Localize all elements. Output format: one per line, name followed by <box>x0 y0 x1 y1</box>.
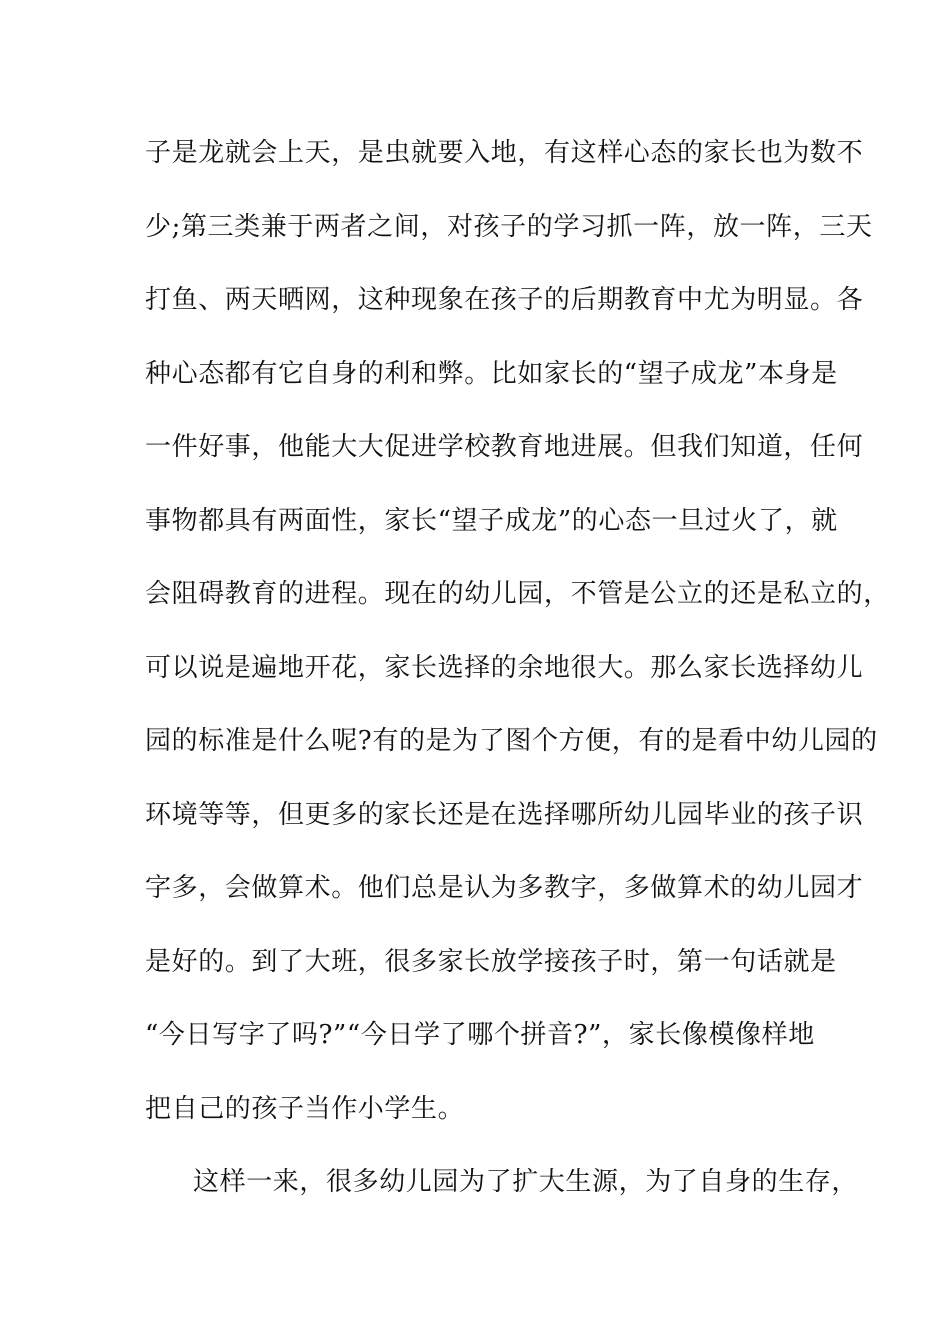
text-line: 打鱼、两天晒网，这种现象在孩子的后期教育中尤为明显。各 <box>145 285 864 315</box>
text-line: 会阻碍教育的进程。现在的幼儿园，不管是公立的还是私立的， <box>145 579 890 609</box>
text-line: 园的标准是什么呢?有的是为了图个方便，有的是看中幼儿园的 <box>145 726 878 756</box>
text-line: “今日写字了吗?”“今日学了哪个拼音?”，家长像模像样地 <box>145 1020 815 1050</box>
text-line: 把自己的孩子当作小学生。 <box>145 1093 465 1124</box>
text-line: 是好的。到了大班，很多家长放学接孩子时，第一句话就是 <box>145 946 837 977</box>
body-text <box>145 128 890 1231</box>
text-line: 可以说是遍地开花，家长选择的余地很大。那么家长选择幼儿 <box>145 652 864 683</box>
text-line: 环境等等，但更多的家长还是在选择哪所幼儿园毕业的孩子识 <box>145 799 864 830</box>
text-line: 种心态都有它自身的利和弊。比如家长的“望子成龙”本身是 <box>145 358 838 389</box>
text-line: 事物都具有两面性，家长“望子成龙”的心态一旦过火了，就 <box>145 505 838 536</box>
paragraph-start-line: 这样一来，很多幼儿园为了扩大生源，为了自身的生存， <box>193 1167 859 1197</box>
text-line: 子是龙就会上天，是虫就要入地，有这样心态的家长也为数不 <box>145 138 864 168</box>
text-line: 一件好事，他能大大促进学校教育地进展。但我们知道，任何 <box>145 432 864 462</box>
text-line: 少;第三类兼于两者之间，对孩子的学习抓一阵，放一阵，三天 <box>145 211 873 242</box>
text-line: 字多，会做算术。他们总是认为多教字，多做算术的幼儿园才 <box>145 873 864 903</box>
